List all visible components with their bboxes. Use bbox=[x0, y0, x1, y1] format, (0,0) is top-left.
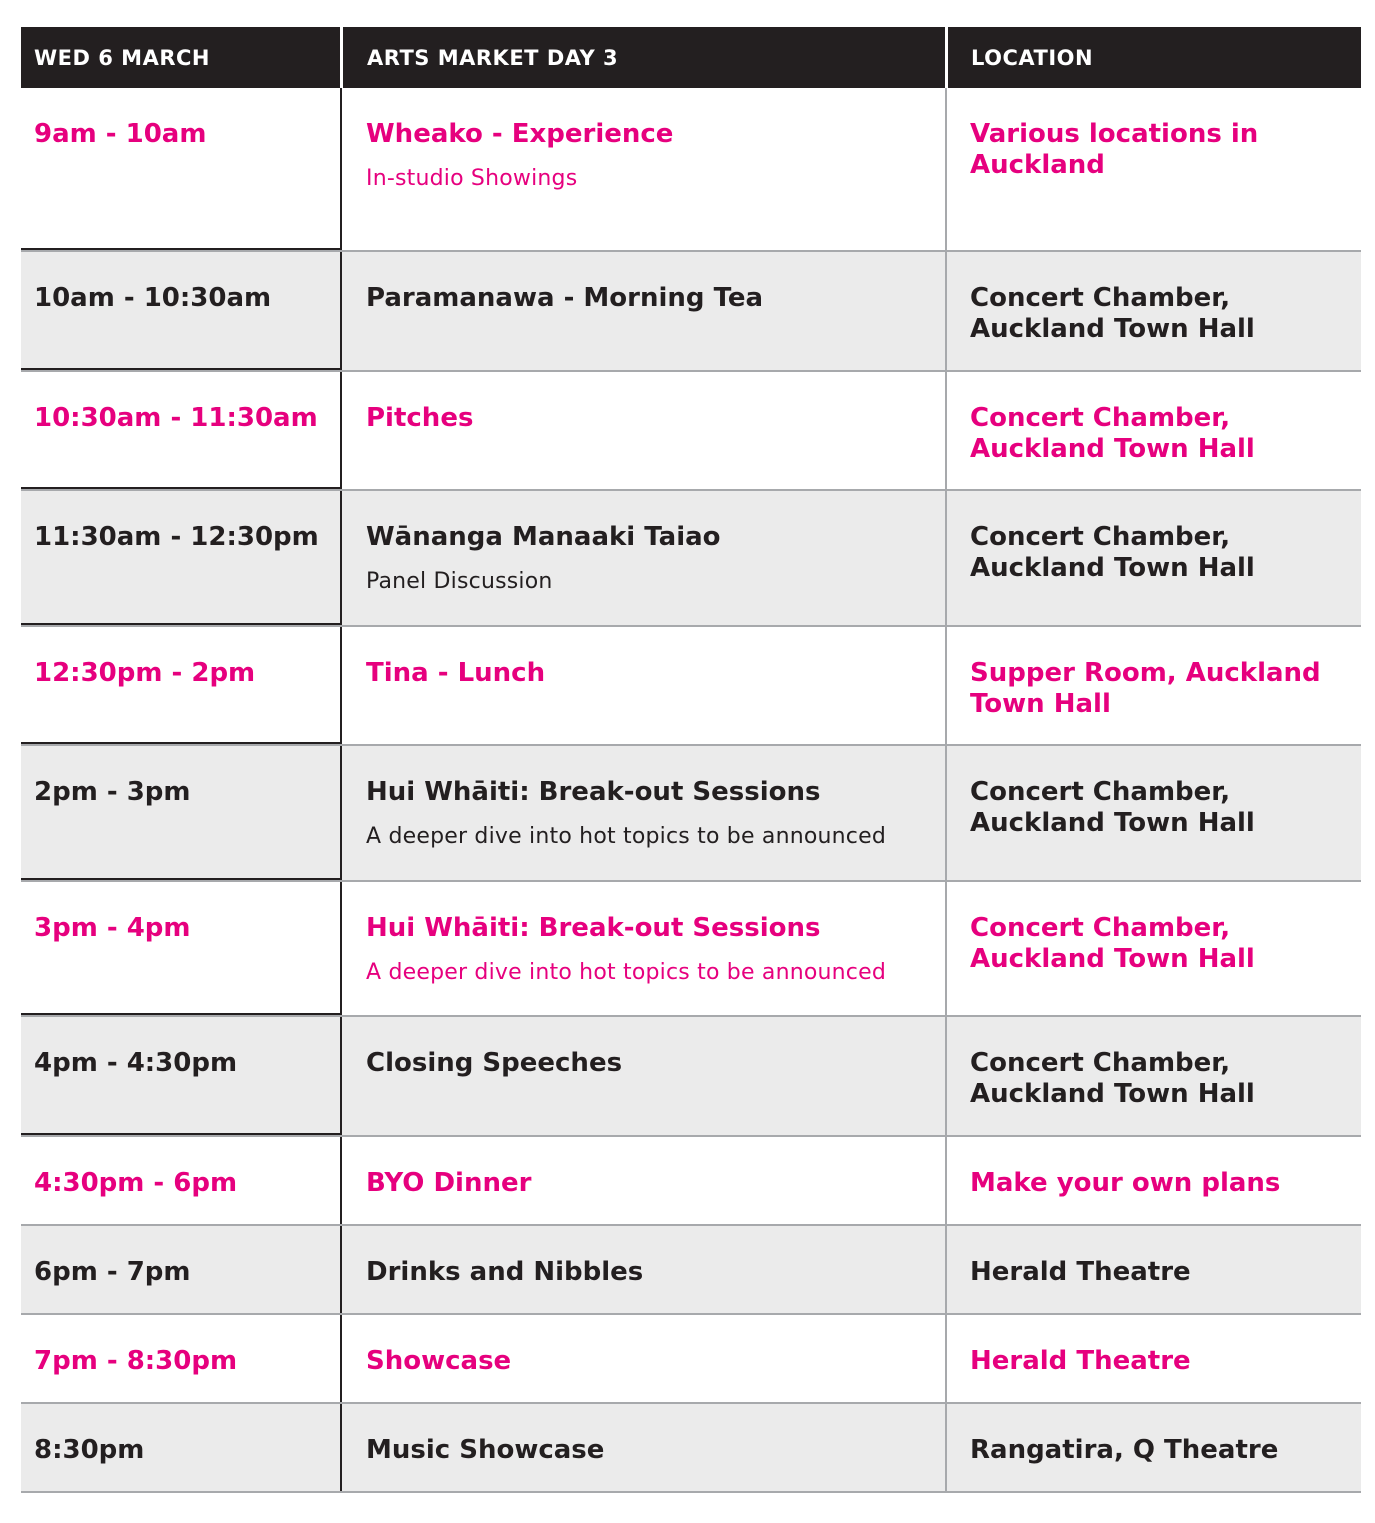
row-location: Concert Chamber, Auckland Town Hall bbox=[970, 913, 1255, 974]
row-time: 8:30pm bbox=[34, 1435, 145, 1465]
table-row bbox=[21, 1404, 1361, 1493]
row-location: Supper Room, Auckland Town Hall bbox=[970, 658, 1321, 719]
table-header bbox=[21, 27, 1361, 88]
table-row bbox=[21, 1137, 1361, 1226]
row-location: Herald Theatre bbox=[970, 1257, 1191, 1287]
row-title: Closing Speeches bbox=[366, 1048, 623, 1078]
header-location: LOCATION bbox=[945, 27, 1361, 88]
row-location: Make your own plans bbox=[970, 1168, 1281, 1198]
table-row bbox=[21, 746, 1361, 882]
row-title: Hui Whāiti: Break-out Sessions bbox=[366, 913, 821, 943]
row-title: Music Showcase bbox=[366, 1435, 605, 1465]
table-row bbox=[21, 882, 1361, 1017]
row-time: 2pm - 3pm bbox=[34, 777, 191, 807]
row-location: Concert Chamber, Auckland Town Hall bbox=[970, 403, 1255, 464]
table-row bbox=[21, 88, 1361, 252]
row-location: Various locations in Auckland bbox=[970, 119, 1259, 180]
row-subtitle: Panel Discussion bbox=[366, 569, 553, 594]
row-location: Concert Chamber, Auckland Town Hall bbox=[970, 522, 1255, 583]
row-subtitle: A deeper dive into hot topics to be announced bbox=[366, 824, 886, 849]
row-title: Showcase bbox=[366, 1346, 512, 1376]
row-time: 4:30pm - 6pm bbox=[34, 1168, 238, 1198]
row-time: 3pm - 4pm bbox=[34, 913, 191, 943]
table-row bbox=[21, 252, 1361, 372]
row-time: 4pm - 4:30pm bbox=[34, 1048, 238, 1078]
header-event: ARTS MARKET DAY 3 bbox=[340, 27, 945, 88]
row-title: Paramanawa - Morning Tea bbox=[366, 283, 764, 313]
row-title: Wheako - Experience bbox=[366, 119, 674, 149]
schedule-table bbox=[21, 27, 1361, 1493]
row-location: Herald Theatre bbox=[970, 1346, 1191, 1376]
row-title: Drinks and Nibbles bbox=[366, 1257, 644, 1287]
header-date: WED 6 MARCH bbox=[34, 45, 210, 70]
row-time: 10am - 10:30am bbox=[34, 283, 272, 313]
row-time: 12:30pm - 2pm bbox=[34, 658, 256, 688]
row-time: 6pm - 7pm bbox=[34, 1257, 191, 1287]
row-title: Hui Whāiti: Break-out Sessions bbox=[366, 777, 821, 807]
row-title: Pitches bbox=[366, 403, 474, 433]
table-row bbox=[21, 1315, 1361, 1404]
row-time: 9am - 10am bbox=[34, 119, 207, 149]
row-subtitle: A deeper dive into hot topics to be announced bbox=[366, 960, 886, 985]
row-location: Concert Chamber, Auckland Town Hall bbox=[970, 283, 1255, 344]
row-location: Concert Chamber, Auckland Town Hall bbox=[970, 1048, 1255, 1109]
row-subtitle: In-studio Showings bbox=[366, 166, 578, 191]
row-time: 10:30am - 11:30am bbox=[34, 403, 318, 433]
table-row bbox=[21, 1226, 1361, 1315]
row-title: Wānanga Manaaki Taiao bbox=[366, 522, 721, 552]
row-title: BYO Dinner bbox=[366, 1168, 532, 1198]
table-row bbox=[21, 372, 1361, 491]
row-time: 7pm - 8:30pm bbox=[34, 1346, 238, 1376]
row-time: 11:30am - 12:30pm bbox=[34, 522, 319, 552]
table-row bbox=[21, 491, 1361, 627]
row-location: Concert Chamber, Auckland Town Hall bbox=[970, 777, 1255, 838]
table-row bbox=[21, 627, 1361, 746]
table-row bbox=[21, 1017, 1361, 1137]
row-title: Tina - Lunch bbox=[366, 658, 546, 688]
row-location: Rangatira, Q Theatre bbox=[970, 1435, 1279, 1465]
